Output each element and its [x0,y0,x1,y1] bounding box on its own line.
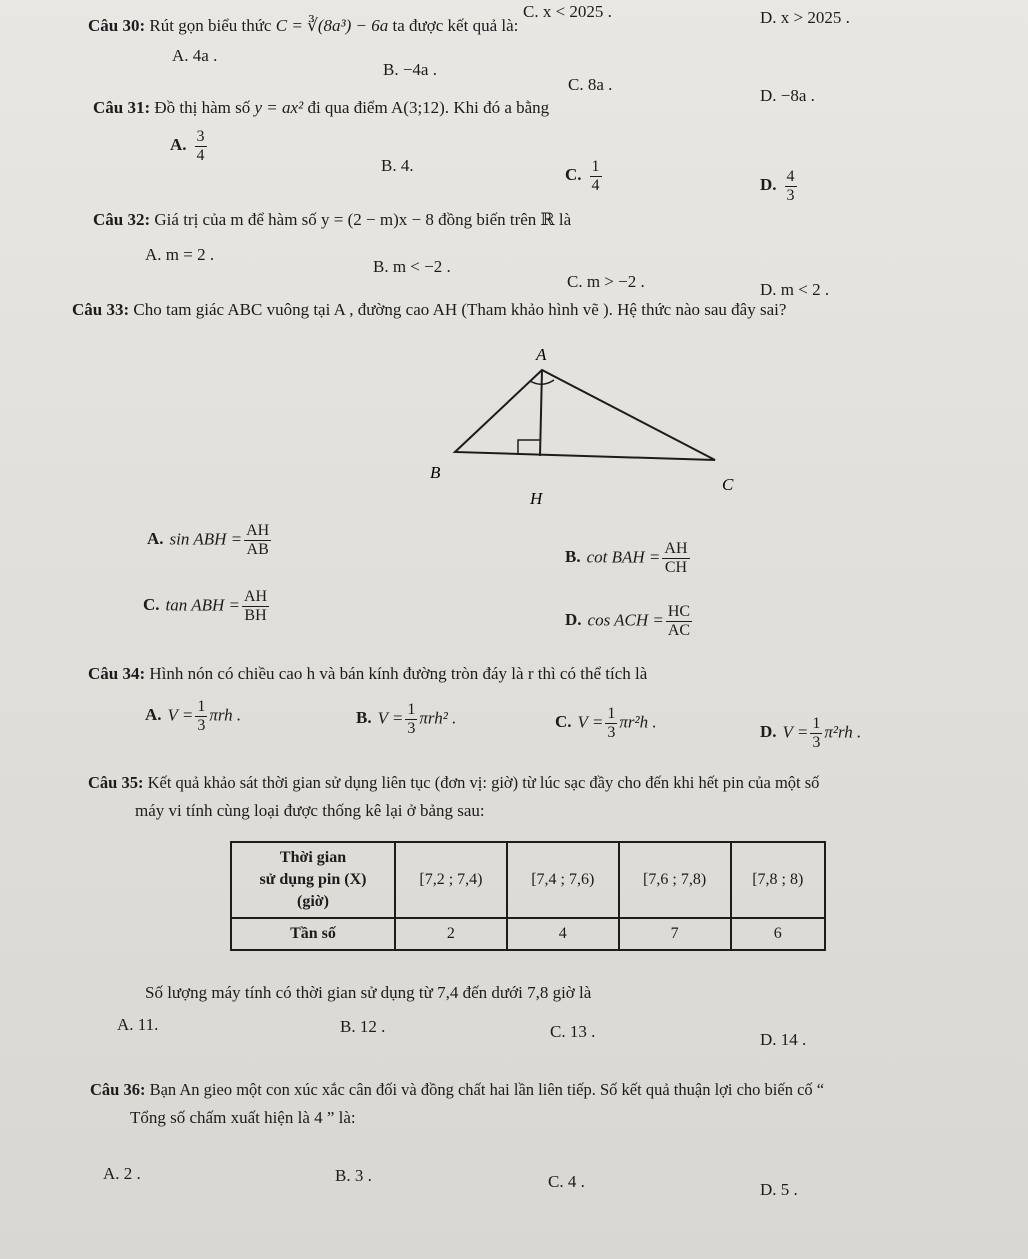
fraction [405,701,417,738]
option-c: C. 8a . [568,75,613,94]
option-b: B. −4a . [383,60,437,79]
question-text: Hình nón có chiều cao h và bán kính đường tròn đáy là r thì có thể tích là [149,664,648,683]
option-a: A. 11. [117,1015,159,1034]
option-label: A. [145,705,162,725]
denominator: 3 [786,187,795,204]
table-cell: [7,4 ; 7,6) [507,842,619,918]
question-text: Rút gọn biểu thức [149,16,272,35]
fraction [244,522,271,559]
fraction [605,705,617,742]
denominator: 3 [812,734,821,751]
question-label: Câu 34: [88,664,146,683]
expression: C = ∛(8a³) − 6a [275,16,389,35]
option-label: D. [565,610,582,630]
numerator: 1 [591,158,600,175]
question-tail: ta được kết quả là: [392,16,519,35]
numerator: HC [667,603,691,620]
vertex-h-label: H [530,489,543,508]
numerator: 4 [786,168,795,185]
option-b: B. 12 . [340,1017,386,1036]
option-a [145,698,241,735]
option-label: D. [760,175,777,195]
q29-option-c: C. x < 2025 . [523,2,612,21]
header-line: sử dụng pin (X) [259,871,367,888]
question-36 [90,1080,824,1100]
option-function: cot BAH = [586,547,661,567]
option-lhs: V = [782,722,809,742]
right-angle-mark [518,440,540,455]
expression: y = ax² [254,98,304,117]
numerator: AH [246,522,270,539]
table-header-cell: Tần số [231,918,395,950]
table-cell: 7 [619,918,731,950]
option-label: B. [565,547,581,567]
option-b: B. m < −2 . [373,257,451,276]
triangle-abc [455,370,715,460]
vertex-a-label: A [536,345,547,364]
option-d: D. −8a . [760,86,815,105]
numerator: AH [664,540,688,557]
option-function: tan ABH = [165,595,240,615]
numerator: 1 [197,698,206,715]
question-label: Câu 36: [90,1080,146,1099]
option-rhs: πr²h . [619,712,657,732]
denominator: 3 [197,717,206,734]
denominator: AC [667,622,691,639]
option-b: B. 3 . [335,1166,372,1185]
option-d: D. 14 . [760,1030,807,1049]
option-label: C. [143,595,160,615]
question-35-prompt: Số lượng máy tính có thời gian sử dụng từ 7,4 đến dưới 7,8 giờ là [145,983,592,1002]
fraction [666,603,692,640]
option-function: cos ACH = [587,610,664,630]
question-text: Đồ thị hàm số [154,98,251,117]
fraction [195,128,207,165]
question-33 [72,300,786,320]
option-b [356,701,456,738]
option-c [143,588,271,625]
option-label: D. [760,722,777,742]
altitude-ah [540,370,542,456]
table-row [231,842,825,918]
option-function: sin ABH = [169,529,243,549]
denominator: BH [244,607,267,624]
table-row [231,918,825,950]
option-label: C. [565,165,582,185]
fraction [785,168,797,205]
option-lhs: V = [167,705,194,725]
table-cell: 6 [731,918,825,950]
table-header-cell [231,842,395,918]
question-36-line2: Tổng số chấm xuất hiện là 4 ” là: [130,1108,356,1127]
option-label: A. [147,529,164,549]
option-a [147,522,273,559]
denominator: 3 [607,724,616,741]
fraction [662,540,689,577]
frequency-table [230,841,826,951]
numerator: AH [243,588,268,605]
question-label: Câu 32: [93,210,151,229]
denominator: 4 [196,147,205,164]
option-rhs: π²rh . [824,722,862,742]
option-d [760,168,799,205]
option-a: A. m = 2 . [145,245,215,264]
question-label: Câu 33: [72,300,130,319]
question-32 [93,210,571,230]
question-text: Cho tam giác ABC vuông tại A , đường cao AH (Tham khảo hình vẽ ). Hệ thức nào sau đây sai? [133,300,787,319]
question-35 [88,773,819,793]
option-a: A. 2 . [103,1164,141,1183]
table-cell: [7,2 ; 7,4) [395,842,507,918]
option-label: A. [170,135,187,155]
question-text: Kết quả khảo sát thời gian sử dụng liên tục (đơn vị: giờ) từ lúc sạc đầy cho đến khi hết pin của một số [147,773,820,792]
denominator: 4 [591,177,600,194]
option-b: B. 4. [381,156,414,175]
option-c: C. m > −2 . [567,272,645,291]
option-b [565,540,692,577]
question-label: Câu 31: [93,98,151,117]
question-text: Bạn An gieo một con xúc xắc cân đối và đồng chất hai lần liên tiếp. Số kết quả thuận lợi cho biến cố “ [149,1080,825,1099]
table-cell: [7,8 ; 8) [731,842,825,918]
numerator: 3 [196,128,205,145]
denominator: 3 [407,720,416,737]
table-cell: 2 [395,918,507,950]
table-cell: 4 [507,918,619,950]
option-d: D. m < 2 . [760,280,830,299]
vertex-b-label: B [430,463,441,482]
question-tail: đi qua điểm A(3;12). Khi đó a bằng [307,98,550,117]
option-d [760,715,861,752]
q29-option-d: D. x > 2025 . [760,8,850,27]
vertex-c-label: C [722,475,734,494]
question-30 [88,16,518,36]
option-c [565,158,604,195]
option-c [555,705,657,742]
question-label: Câu 30: [88,16,146,35]
numerator: 1 [407,701,416,718]
fraction [590,158,602,195]
option-lhs: V = [377,708,404,728]
question-35-line2: máy vi tính cùng loại được thống kê lại ở bảng sau: [135,801,485,820]
option-label: C. [555,712,572,732]
fraction [242,588,269,625]
triangle-figure [420,340,750,510]
table-cell: [7,6 ; 7,8) [619,842,731,918]
option-c: C. 13 . [550,1022,596,1041]
option-d: D. 5 . [760,1180,798,1199]
question-text: Giá trị của m để hàm số y = (2 − m)x − 8 đồng biến trên ℝ là [154,210,572,229]
option-d [565,603,694,640]
option-rhs: πrh . [209,705,242,725]
header-line: (giờ) [297,893,329,910]
numerator: 1 [607,705,616,722]
question-31 [93,98,549,118]
denominator: AB [246,541,269,558]
header-line: Thời gian [279,849,347,866]
option-rhs: πrh² . [419,708,457,728]
option-a: A. 4a . [172,46,218,65]
question-label: Câu 35: [88,773,144,792]
option-a [170,128,209,165]
option-c: C. 4 . [548,1172,585,1191]
fraction [195,698,207,735]
numerator: 1 [812,715,821,732]
denominator: CH [664,559,688,576]
option-lhs: V = [577,712,604,732]
question-34 [88,664,647,684]
fraction [810,715,822,752]
option-label: B. [356,708,372,728]
